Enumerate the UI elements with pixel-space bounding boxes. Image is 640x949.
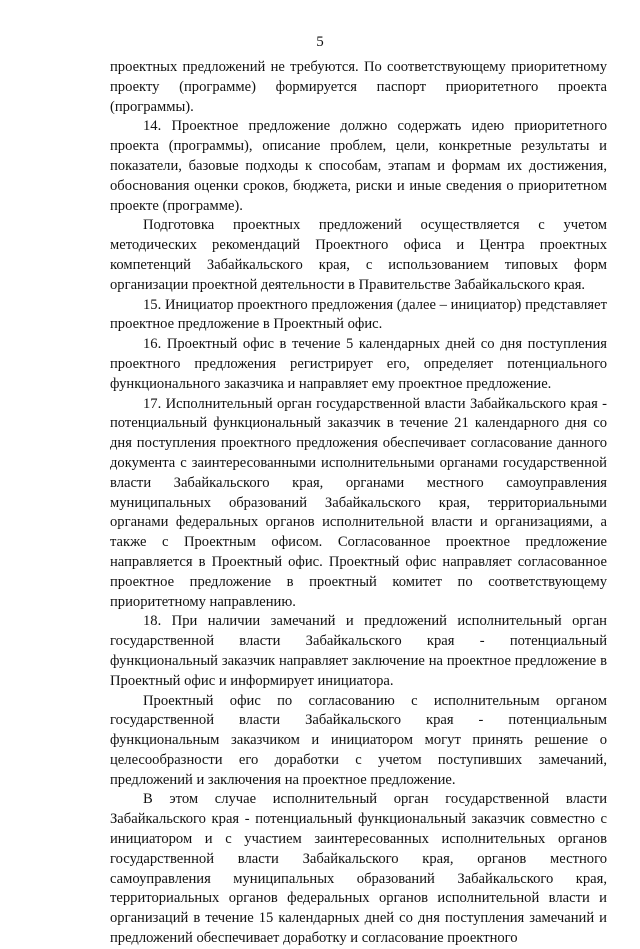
paragraph-item-17: 17. Исполнительный орган государственной власти Забайкальского края - потенциальный функциональный заказчик в течение 21 календарного дня со дня поступления проектного предложения обеспечивает согласование данного документа с заинтересованными исполнительными органами государственной власти Забайкальского края, органами местного самоуправления муниципальных образований Забайкальского края, территориальными органами федеральных органов исполнительной власти и организациями, а также с Проектным офисом. Согласованное проектное предложение направляется в Проектный офис. Проектный офис направляет согласованное проектное предложение в проектный комитет по соответствующему приоритетному направлению. xyxy=(110,395,607,610)
paragraph-item-18: 18. При наличии замечаний и предложений исполнительный орган государственной власти Забайкальского края - потенциальный функциональный заказчик направляет заключение на проектное предложение в Проектный офис и информирует инициатора. xyxy=(110,613,607,689)
paragraph-item-14: 14. Проектное предложение должно содержать идею приоритетного проекта (программы), описание проблем, цели, конкретные результаты и показатели, базовые подходы к способам, этапам и формам их достижения, обоснования оценки сроков, бюджета, риски и иные сведения о приоритетном проекте (программе). xyxy=(110,118,607,214)
paragraph-revision: В этом случае исполнительный орган государственной власти Забайкальского края - потенциальный функциональный заказчик совместно с инициатором и с участием заинтересованных исполнительных органов государственной власти Забайкальского края, органов местного самоуправления муниципальных образований Забайкальского края, территориальных органов федеральных органов исполнительной власти и организаций в течение 15 календарных дней со дня поступления замечаний и предложений обеспечивает доработку и согласование проектного xyxy=(110,791,607,947)
paragraph-preparation: Подготовка проектных предложений осуществляется с учетом методических рекомендаций Проектного офиса и Центра проектных компетенций Забайкальского края, с использованием типовых форм организации проектной деятельности в Правительстве Забайкальского края. xyxy=(110,217,607,293)
paragraph-continuation: проектных предложений не требуются. По соответствующему приоритетному проекту (программе) формируется паспорт приоритетного проекта (программы). xyxy=(110,59,607,115)
page-number: 5 xyxy=(316,34,324,50)
document-body xyxy=(110,58,607,949)
paragraph-item-15: 15. Инициатор проектного предложения (далее – инициатор) представляет проектное предложение в Проектный офис. xyxy=(110,296,607,333)
paragraph-project-office-decision: Проектный офис по согласованию с исполнительным органом государственной власти Забайкальского края - потенциальным функциональным заказчиком и инициатором могут принять решение о целесообразности его доработки с учетом поступивших замечаний, предложений и заключения на проектное предложение. xyxy=(110,692,607,788)
paragraph-item-16: 16. Проектный офис в течение 5 календарных дней со дня поступления проектного предложения регистрирует его, определяет потенциального функционального заказчика и направляет ему проектное предложение. xyxy=(110,336,607,392)
